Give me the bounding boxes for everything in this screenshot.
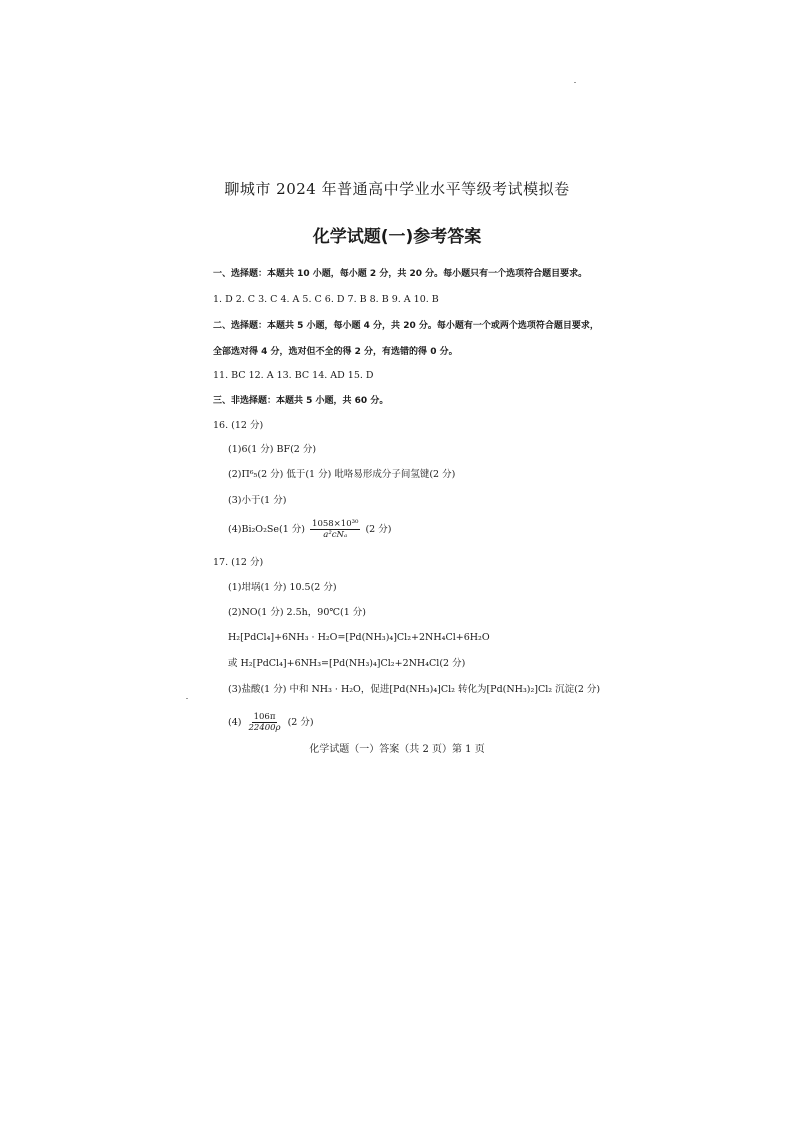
page-footer: 化学试题（一）答案（共 2 页）第 1 页 — [309, 744, 485, 755]
q16-density-fraction — [310, 519, 360, 540]
q17-equation1: H₂[PdCl₄]+6NH₃ · H₂O=[Pd(NH₃)₄]Cl₂+2NH₄Cl+6H₂O — [228, 632, 490, 643]
q17-part4-prefix: (4) — [228, 717, 242, 728]
q16-fraction-numerator: 1058×10³⁰ — [312, 519, 359, 529]
q16-part4-prefix: (4)Bi₂O₂Se(1 分) — [228, 524, 305, 535]
section1-heading: 一、选择题：本题共 10 小题，每小题 2 分，共 20 分。每小题只有一个选项符合题目要求。 — [213, 269, 588, 279]
q17-equation2: 或 H₂[PdCl₄]+6NH₃=[Pd(NH₃)₄]Cl₂+2NH₄Cl(2 分) — [228, 658, 466, 669]
scan-speck — [186, 698, 188, 699]
q17-part1: (1)坩埚(1 分) 10.5(2 分) — [228, 582, 337, 593]
q17-label: 17. (12 分) — [213, 557, 264, 568]
q16-part4-suffix: (2 分) — [365, 524, 392, 535]
q17-fraction-numerator: 106π — [253, 712, 276, 722]
q17-part4-suffix: (2 分) — [287, 717, 314, 728]
section2-heading-line2: 全部选对得 4 分，选对但不全的得 2 分，有选错的得 0 分。 — [213, 347, 458, 357]
section2-heading-line1: 二、选择题：本题共 5 小题，每小题 4 分，共 20 分。每小题有一个或两个选项符合题目要求， — [213, 321, 599, 331]
section1-answers: 1. D 2. C 3. C 4. A 5. C 6. D 7. B 8. B 9. A 10. B — [213, 294, 439, 305]
q16-fraction-denominator: a²cNₐ — [323, 530, 348, 540]
q16-label: 16. (12 分) — [213, 420, 264, 431]
section2-answers: 11. BC 12. A 13. BC 14. AD 15. D — [213, 370, 374, 381]
scan-speck — [574, 82, 576, 83]
q16-part2: (2)Π⁶₅(2 分) 低于(1 分) 吡咯易形成分子间氢键(2 分) — [228, 469, 456, 480]
page-title: 聊城市 2024 年普通高中学业水平等级考试模拟卷 — [224, 180, 570, 198]
q17-part3: (3)盐酸(1 分) 中和 NH₃ · H₂O，促进[Pd(NH₃)₄]Cl₂ 转化为[Pd(NH₃)₂]Cl₂ 沉淀(2 分) — [228, 684, 601, 695]
section3-heading: 三、非选择题：本题共 5 小题，共 60 分。 — [213, 396, 389, 406]
page-subtitle: 化学试题(一)参考答案 — [312, 227, 482, 247]
q17-fraction — [247, 712, 283, 733]
q17-part2: (2)NO(1 分) 2.5h，90℃(1 分) — [228, 607, 366, 618]
q17-part4 — [228, 712, 314, 733]
q16-part3: (3)小于(1 分) — [228, 495, 287, 506]
q17-fraction-denominator: 22400ρ — [248, 723, 281, 733]
q16-part1: (1)6(1 分) BF(2 分) — [228, 444, 317, 455]
q16-part4 — [228, 519, 391, 540]
